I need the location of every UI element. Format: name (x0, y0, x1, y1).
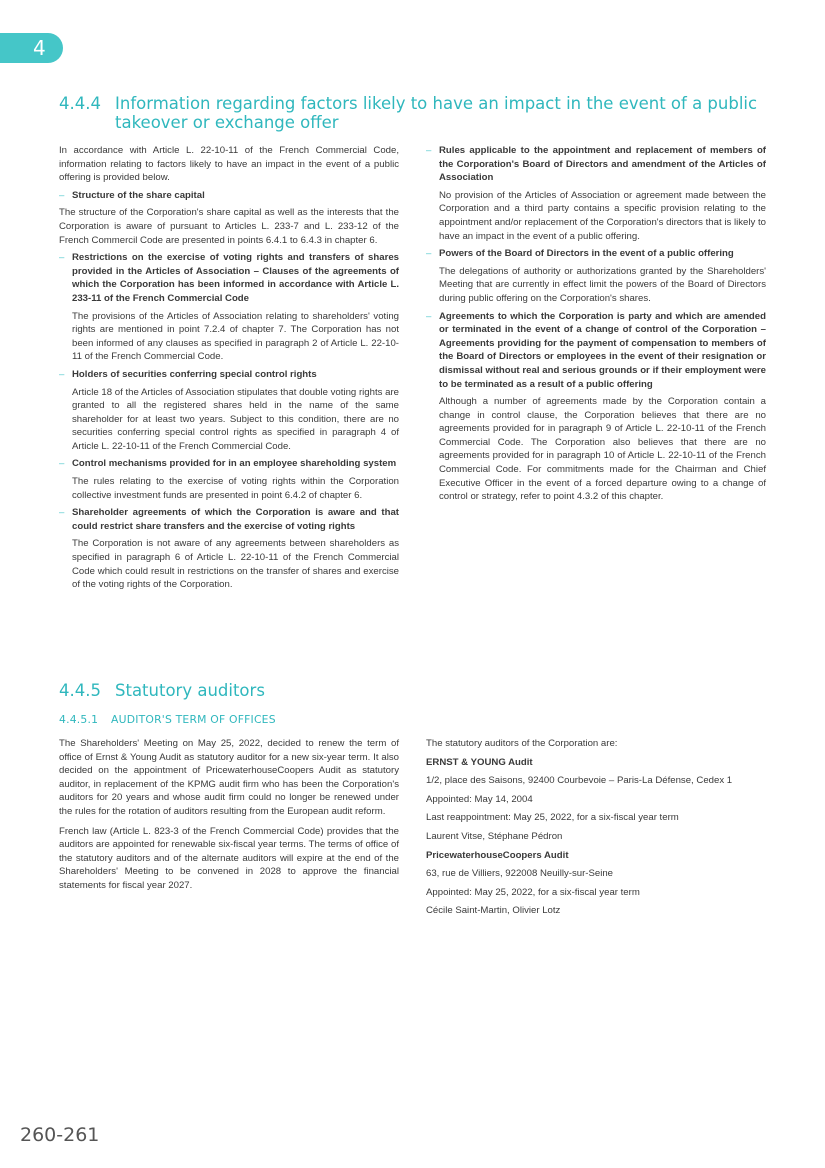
auditor-appointed: Appointed: May 25, 2022, for a six-fiscal year term (426, 886, 640, 898)
auditor-address: 63, rue de Villiers, 922008 Neuilly-sur-Seine (426, 868, 614, 880)
bullet-heading: – Shareholder agreements of which the Corporation is aware and that could restrict share transfers and the exercise of voting rights (59, 506, 399, 533)
page-number: 260-261 (20, 1124, 100, 1146)
auditors-intro: The statutory auditors of the Corporation are: (426, 738, 618, 749)
bullet-heading: – Control mechanisms provided for in an employee shareholding system (59, 457, 399, 471)
auditor-firm-name: PricewaterhouseCoopers Audit (426, 849, 569, 861)
paragraph: The Corporation is not aware of any agreements between shareholders as specified in paragraph 6 of Article L. 22-10-11 of the French Commercial Code which could result in restrictions on the transfer of shares and exercise of the voting rights of the Corporation. (72, 538, 399, 591)
auditor-firm-name: ERNST & YOUNG Audit (426, 756, 533, 768)
bullet-heading: – Holders of securities conferring special control rights (59, 368, 399, 382)
chapter-number: 4 (33, 36, 46, 60)
bullet-heading: – Rules applicable to the appointment and replacement of members of the Corporation's Board of Directors and amendment of the Articles of Association (426, 144, 766, 185)
paragraph: The Shareholders' Meeting on May 25, 2022, decided to renew the term of office of Ernst & Young Audit as statutory auditor for a new six-year term. It also decided on the appointment of PricewaterhouseCoopers Audit as statutory auditor, in replacement of the KPMG audit firm who has been the Corporation's auditors for 20 years and whose audit firm could no longer be renewed under the rules for the rotation of auditors resulting from the European audit reform. (59, 738, 399, 817)
section-title (59, 94, 769, 132)
paragraph: Although a number of agreements made by the Corporation contain a change in control clause, the Corporation believes that there are no agreements provided for in paragraph 9 of Article L. 22-10-11 of the French Commercial Code. The Corporation also believes that there are no agreements provided for in paragraph 10 of Article L. 22-10-11 of the French Commercial Code. For commitments made for the Chairman and Chief Executive Officer in the event of a forced departure owing to a change of control or strategy, refer to point 4.3.2 of this chapter. (439, 396, 766, 503)
chapter-tab (0, 33, 63, 63)
paragraph: Article 18 of the Articles of Association stipulates that double voting rights are granted to all the registered shares held in the name of the same shareholder for at least two years. Subject to this condition, there are no securities conferring special control rights as specified in paragraph 4 of Article L. 22-10-11 of the French Commercial Code. (72, 386, 399, 452)
auditor-reappointed: Last reappointment: May 25, 2022, for a six-fiscal year term (426, 812, 679, 824)
bullet-heading: – Powers of the Board of Directors in the event of a public offering (426, 247, 766, 261)
section2-number: 4.4.5 (59, 681, 101, 700)
auditor-address: 1/2, place des Saisons, 92400 Courbevoie – Paris-La Défense, Cedex 1 (426, 775, 733, 787)
left-column (59, 144, 399, 596)
subsection-title-text: AUDITOR'S TERM OF OFFICES (111, 713, 276, 726)
right-column (426, 144, 766, 508)
bullet-heading: – Restrictions on the exercise of voting rights and transfers of shares provided in the Articles of Association – Clauses of the agreements of which the Corporation has been informed in accordance with Article L. 233-11 of the French Commercial Code (59, 251, 399, 305)
auditors-right-column (426, 737, 766, 923)
section2-title-text: Statutory auditors (115, 681, 265, 700)
paragraph: The delegations of authority or authorizations granted by the Shareholders' Meeting that are currently in effect limit the powers of the Board of Directors during public offering on the Corporation's shares. (439, 265, 766, 304)
auditor-appointed: Appointed: May 14, 2004 (426, 793, 533, 805)
section-title-line1: Information regarding factors likely to have an impact in the event of a public (115, 94, 758, 113)
section-number: 4.4.4 (59, 94, 101, 113)
paragraph: The structure of the Corporation's share capital as well as the interests that the Corporation is aware of pursuant to Articles L. 233-7 and L. 233-12 of the French Commercil Code are presented in points 6.4.1 to 6.4.3 in chapter 6. (59, 207, 399, 246)
auditors-left-column (59, 737, 399, 899)
auditor-partners: Cécile Saint-Martin, Olivier Lotz (426, 905, 561, 917)
auditor-partners: Laurent Vitse, Stéphane Pédron (426, 830, 563, 842)
paragraph: French law (Article L. 823-3 of the French Commercial Code) provides that the auditors are appointed for renewable six-fiscal year terms. The terms of office of the statutory auditors and of the alternate auditors will expire at the end of the Shareholders' Meeting to be convened in 2028 to approve the financial statements for fiscal year 2027. (59, 825, 399, 891)
intro-paragraph: In accordance with Article L. 22-10-11 of the French Commercial Code, information relating to factors likely to have an impact in the event of a public offering is provided below. (59, 145, 399, 184)
bullet-heading: – Agreements to which the Corporation is party and which are amended or terminated in the event of a change of control of the Corporation – Agreements providing for the payment of compensation to members of the Board of Directors or employees in the event of their resignation or dismissal without real and serious grounds or if their employment were to be terminated as a result of a public offering (426, 310, 766, 392)
subsection-number: 4.4.5.1 (59, 713, 99, 726)
paragraph: No provision of the Articles of Association or agreement made between the Corporation and a third party contains a specific provision relating to the appointment and/or replacement of the Corporation's directors that is likely to have an impact in the event of a public offering. (439, 189, 766, 242)
subsection-title (59, 713, 276, 726)
section2-title (59, 681, 265, 700)
bullet-heading: – Structure of the share capital (59, 189, 399, 203)
section-title-line2: takeover or exchange offer (115, 113, 339, 132)
paragraph: The rules relating to the exercise of voting rights within the Corporation collective investment funds are presented in point 6.4.2 of chapter 6. (72, 476, 399, 501)
paragraph: The provisions of the Articles of Association relating to shareholders' voting rights are mentioned in point 7.2.4 of chapter 7. The Corporation has not been informed of any clauses as specified in paragraph 2 of Article L. 22-10-11 of the French Commercial Code. (72, 310, 399, 363)
